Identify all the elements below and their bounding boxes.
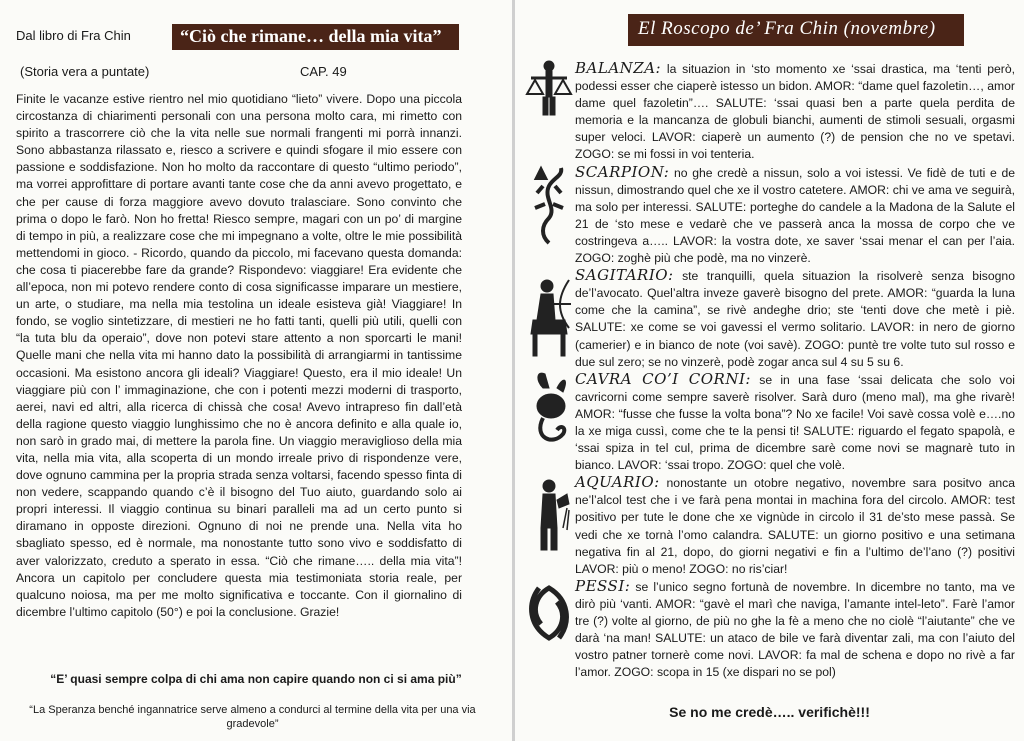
- sign-entry-balanza: [575, 60, 1015, 164]
- sagittarius-icon: [531, 280, 571, 356]
- sign-entry-sagitario: [575, 267, 1015, 371]
- sign-name: CAVRA CO’I CORNI:: [575, 369, 751, 388]
- sign-text: se in una fase ‘ssai delicata che solo voi cavricorni come sempre saverè risolver. Sarà duro (meno mal), ma ghe rivarè! AMOR: “fusse che fusse la volta bona”? No xe facile! Voi savè cossa volè e….no la xe miga cussì, come che te la pensi ti! SALUTE: riguardo el fegato spapolà, e ‘ssai spiza in tel cul, prima de dicembre sarè come novi se magnarè tuto in bianco. LAVOR: ‘ssai tropo. ZOGO: quel che volè.: [575, 372, 1015, 473]
- sign-name: AQUARIO:: [575, 473, 660, 492]
- sign-entry-pessi: [575, 578, 1015, 682]
- aquarius-icon: [541, 480, 569, 550]
- sign-text: ste tranquilli, quela situazion la risolverè senza bisogno de’l’avocato. Quel’altra inveze gaverè bisogno del prete. AMOR: “guarda la luna come che la camina”, se rivè andeghe drio; ste ‘tenti dove che metè i piè. SALUTE: xe come se voi gavessi el vermo solitario. LAVOR: in nero de giorno (camerier) e in bianco de note (voi savè). ZOGO: puntè tre volte tuto sul rosso e due sul zero; se no vinzerè, podè zogar anca sul 4 su 5 su 6.: [575, 269, 1015, 369]
- scorpio-icon: [535, 168, 563, 243]
- sign-name: SCARPION:: [575, 162, 670, 181]
- sign-text: no ghe credè a nissun, solo a voi istessi. Ve fidè de tuti e de nissun, dimostrando quel che xe il vostro catetere. AMOR: chi ve ama ve seguirà, ma solo per interessi. SALUTE: porteghe do candele a la Madona de la Salute el 21 de ‘sto mese e vedarè che ve passerà anca la mossa de corpo che ve costringeva a….. LAVOR: la vostra dote, xe saver ‘ssai menar el can per l’aia. ZOGO: zoghè più che podè, ma no vinzerè.: [575, 165, 1016, 266]
- sign-name: BALANZA:: [575, 59, 662, 77]
- capricorn-icon: [537, 373, 565, 440]
- zodiac-column: [523, 58, 575, 658]
- story-subtitle: (Storia vera a puntate): [20, 64, 150, 79]
- horoscope-title-banner: El Roscopo de’ Fra Chin (novembre): [628, 14, 964, 46]
- sign-text: la situazion in ‘sto momento xe ‘ssai drastica, ma ‘tenti però, podessi esser che ciaperè istesso un bidon. AMOR: “dame quel fazoletin…, amor dame quel fazoletin”…. SALUTE: ‘ssai quasi ben a parte quela perdita de memoria e la mancanza de globuli bianchi, aumenti de stimoli sesuali, orgasmi super veloci. LAVOR: ciaperè un aumento (?) de pension che no ve spetavi. ZOGO: se mi fossi in voi tenteria.: [575, 62, 1016, 162]
- chapter-label: CAP. 49: [300, 64, 347, 79]
- sign-text: nonostante un otobre negativo, novembre sara positvo anca ne’l’alcol test che i ve farà pena montai in machina fora del circolo. AMOR: test positivo per tute le done che xe vignùde in circolo il 31 de’sto mese passà. Se vedi che xe tornà l’omo calandra. SALUTE: un giorno positivo e una setimana negativa fin al 21, dopo, do giorni negativi e fin a l’ultimo de’l’ano (?) positivi LAVOR: più o meno! ZOGO: no ris’ciar!: [575, 476, 1015, 576]
- quote-love: “E’ quasi sempre colpa di chi ama non capire quando non ci si ama più”: [50, 672, 462, 686]
- story-body: Finite le vacanze estive rientro nel mio quotidiano “lieto” vivere. Dopo una piccola circostanza di chiarimenti personali con una persona molto cara, mi rimetto con spirito a trascorrere ciò che la vita nelle sue normali frangenti mi porrà innanzi. Sono abbastanza rilassato e, riesco a scrivere e quindi sfogare il mio essere con passione e soddisfazione. Non ho molto da raccontare di questo “ultimo periodo”, ma vorrei approfittare di portare avanti tante cose che da anni avevo progettato, e che per cause di forza maggiore avevo dovuto tralasciare. Sono convinto che prima o dopo le farò. Non ho fretta! Riesco sempre, magari con un po’ di margine di tempo in più, a realizzare cose che mi impegnano a volte, oltre le mie possibilità mettendomi in gioco. - Ricordo, quando da piccolo, mi facevano questa domanda: che cosa ti piacerebbe fare da grande? Rispondevo: viaggiare! Era evidente che all’epoca, non mi potevo rendere conto di cosa significasse imparare un mestiere, un arte, o studiare, ma nella mia testolina un ideale esisteva già! Viaggiare! In fondo, se voglio sintetizzare, di mestieri ne ho fatti tanti, quelli più utili, quelli con “la tuta blu da operaio”, dove non potevi stare attento a non sporcarti le mani! Quelle mani che nella vita mi hanno dato la possibilità di arrangiarmi in tantissime occasioni. Ma esistono ancora gli ideali? Viaggiare! Questo, era il mio ideale! Un viaggiare più con l’ immaginazione, che con i potenti mezzi moderni di trasporto, aerei, navi ed altri, alla ricerca di chissà che cosa! Avevo intrapreso fin dall’età della ragione questo viaggio lunghissimo che no è ancora definito e alla quale io, non sarò in grado mai, di mettere la parola fine. Un viaggio meraviglioso della mia vita, nella mia vita, alla scoperta di un mondo irreale privo di rispondenze vere, dove ognuno cammina per la propria strada senza voltarsi, facendo spesso finta di non vedere, scappando quando c’è il bisogno del Tuo aiuto, guardando solo ai propri interessi. Il viaggio continua su binari paralleli ma ad un certo punto si diramano in opposte direzioni. Ognuno di noi ne prende una. Nella vita ho sbagliato spesso, ed è normale, ma nonostante tutto sono vivo e soddisfatto di aver valorizzato, creduto a sperato in essa. “Ciò che rimane….. della mia vita”! Ancora un capitolo per concludere questa mia testimoniata storia reale, per qualcuno noiosa, ma per me molto significativa e toccante. Con il giornalino di dicembre l’ultimo capitolo (50°) e poi la conclusione. Grazie!: [16, 92, 462, 619]
- sign-entry-scarpion: [575, 164, 1015, 268]
- libra-icon: [527, 61, 571, 115]
- story-title-banner: “Ciò che rimane… della mia vita”: [172, 24, 459, 50]
- sign-name: PESSI:: [575, 576, 631, 595]
- sign-entry-cavra: [575, 371, 1015, 475]
- horoscope-body: [575, 60, 1015, 681]
- sign-text: se l’unico segno fortunà de novembre. In dicembre no tanto, ma ve dirò più ‘vanti. AMOR: “gavè el marì che naviga, l’amante intel-leto”. Farè l’amor tre (?) volte al giorno, de più no ghe la fè a meno che no ciolè “l’aiutante” che ve darà ‘na man! SALUTE: un ataco de bile ve farà diventar zali, ma con l’aiuto del vostro patner tornerè come novi. LAVOR: fa mal de schena e dopo no rivè a far l’amor. ZOGO: scopa in 15 (xe dispari no se pol): [575, 579, 1015, 680]
- horoscope-footer: Se no me credè….. verifichè!!!: [669, 704, 870, 720]
- right-page: [515, 0, 1024, 741]
- quote-hope: “La Speranza benché ingannatrice serve almeno a condurci al termine della vita per una via gradevole”: [29, 704, 476, 730]
- sign-name: SAGITARIO:: [575, 266, 674, 285]
- pisces-icon: [532, 588, 567, 638]
- source-label: Dal libro di Fra Chin: [16, 28, 131, 43]
- sign-entry-aquario: [575, 474, 1015, 578]
